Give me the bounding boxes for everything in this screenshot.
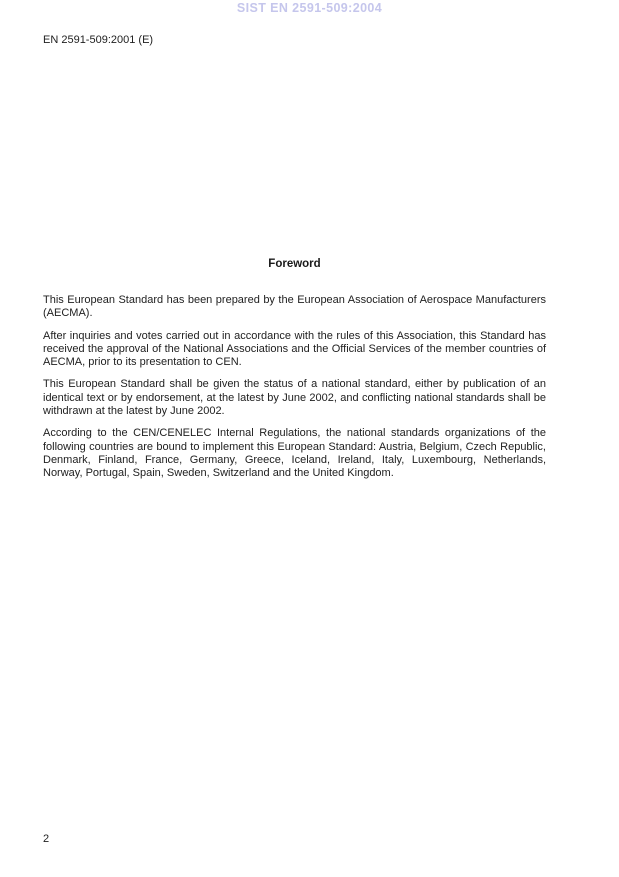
document-reference: EN 2591-509:2001 (E) [43,34,154,46]
foreword-paragraph: This European Standard shall be given the status of a national standard, either by publication of an identical text or by endorsement, at the latest by June 2002, and conflicting national standards shall be withdrawn at the latest by June 2002. [43,378,546,418]
foreword-heading: Foreword [268,258,321,270]
foreword-paragraph: According to the CEN/CENELEC Internal Regulations, the national standards organizations of the following countries are bound to implement this European Standard: Austria, Belgium, Czech Republic, Denmark, Finland, France, Germany, Greece, Iceland, Ireland, Italy, Luxembourg, Netherlands, Norway, Portugal, Spain, Sweden, Switzerland and the United Kingdom. [43,427,546,480]
page-number: 2 [43,833,50,845]
watermark-text: SIST EN 2591-509:2004 [236,1,383,15]
foreword-section [43,258,546,490]
foreword-paragraph: After inquiries and votes carried out in accordance with the rules of this Association, this Standard has received the approval of the National Associations and the Official Services of the member countries of AECMA, prior to its presentation to CEN. [43,329,546,369]
foreword-paragraph: This European Standard has been prepared by the European Association of Aerospace Manufacturers (AECMA). [43,294,546,320]
